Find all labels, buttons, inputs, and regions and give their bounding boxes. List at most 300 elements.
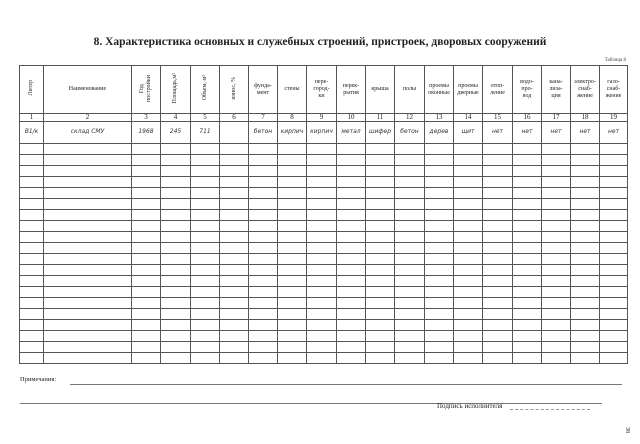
empty-cell (20, 155, 44, 166)
empty-cell (483, 331, 513, 342)
page-number: 38 (624, 427, 630, 433)
empty-cell (220, 254, 249, 265)
empty-cell (454, 232, 483, 243)
empty-cell (454, 144, 483, 155)
empty-cell (483, 210, 513, 221)
empty-cell (600, 298, 628, 309)
column-number: 3 (132, 114, 161, 122)
empty-cell (425, 155, 454, 166)
empty-cell (425, 276, 454, 287)
empty-cell (249, 353, 278, 364)
empty-cell (307, 210, 337, 221)
empty-cell (513, 331, 542, 342)
empty-cell (483, 320, 513, 331)
empty-cell (278, 298, 307, 309)
empty-cell (249, 287, 278, 298)
empty-cell (337, 232, 366, 243)
empty-cell (278, 243, 307, 254)
empty-cell (337, 298, 366, 309)
empty-row (20, 254, 628, 265)
empty-cell (454, 265, 483, 276)
empty-cell (425, 144, 454, 155)
column-header-label: водо- про- вод (520, 79, 534, 99)
empty-cell (249, 166, 278, 177)
empty-cell (132, 199, 161, 210)
empty-cell (161, 221, 191, 232)
empty-cell (161, 309, 191, 320)
empty-cell (542, 221, 571, 232)
empty-cell (600, 155, 628, 166)
empty-cell (366, 232, 395, 243)
empty-cell (337, 342, 366, 353)
empty-cell (249, 199, 278, 210)
empty-cell (337, 287, 366, 298)
empty-cell (366, 353, 395, 364)
column-number: 16 (513, 114, 542, 122)
empty-cell (220, 243, 249, 254)
empty-cell (20, 221, 44, 232)
empty-cell (542, 243, 571, 254)
empty-cell (571, 287, 600, 298)
empty-cell (249, 232, 278, 243)
empty-cell (249, 320, 278, 331)
empty-cell (542, 210, 571, 221)
empty-cell (395, 232, 425, 243)
empty-cell (483, 353, 513, 364)
empty-cell (132, 243, 161, 254)
column-header (395, 66, 425, 114)
empty-cell (483, 342, 513, 353)
empty-cell (542, 287, 571, 298)
empty-cell (20, 353, 44, 364)
empty-cell (191, 221, 220, 232)
empty-cell (307, 155, 337, 166)
empty-cell (571, 199, 600, 210)
column-header (425, 66, 454, 114)
empty-cell (571, 298, 600, 309)
empty-cell (366, 243, 395, 254)
page-title: 8. Характеристика основных и служебных строений, пристроек, дворовых сооружений (93, 36, 547, 48)
empty-cell (44, 221, 132, 232)
empty-cell (161, 177, 191, 188)
empty-cell (44, 331, 132, 342)
empty-cell (395, 320, 425, 331)
empty-cell (249, 177, 278, 188)
column-header-label: стены (284, 86, 300, 93)
empty-cell (132, 331, 161, 342)
empty-cell (161, 254, 191, 265)
empty-cell (542, 199, 571, 210)
column-number: 10 (337, 114, 366, 122)
column-header-label: проемы дверные (457, 82, 479, 96)
empty-cell (542, 265, 571, 276)
empty-cell (220, 221, 249, 232)
table-cell: нет (600, 122, 628, 144)
empty-cell (366, 298, 395, 309)
empty-cell (600, 188, 628, 199)
empty-cell (220, 232, 249, 243)
column-header-label: проемы оконные (428, 82, 450, 96)
empty-cell (600, 276, 628, 287)
empty-cell (425, 210, 454, 221)
column-header-label: Наименование (68, 86, 107, 93)
column-header (542, 66, 571, 114)
column-header (454, 66, 483, 114)
empty-cell (44, 177, 132, 188)
empty-cell (220, 298, 249, 309)
empty-cell (132, 188, 161, 199)
empty-cell (191, 144, 220, 155)
empty-cell (132, 210, 161, 221)
empty-cell (132, 320, 161, 331)
empty-cell (132, 287, 161, 298)
empty-cell (366, 177, 395, 188)
empty-cell (454, 287, 483, 298)
empty-cell (161, 265, 191, 276)
empty-cell (191, 276, 220, 287)
empty-cell (307, 309, 337, 320)
empty-cell (337, 320, 366, 331)
empty-cell (337, 309, 366, 320)
empty-cell (307, 221, 337, 232)
empty-cell (366, 342, 395, 353)
empty-cell (483, 298, 513, 309)
table-cell: 1968 (132, 122, 161, 144)
empty-cell (454, 353, 483, 364)
empty-cell (307, 298, 337, 309)
column-number: 17 (542, 114, 571, 122)
empty-cell (571, 166, 600, 177)
empty-cell (366, 265, 395, 276)
empty-cell (425, 254, 454, 265)
table-cell: 245 (161, 122, 191, 144)
empty-cell (220, 331, 249, 342)
column-header (220, 66, 249, 114)
empty-cell (307, 254, 337, 265)
empty-cell (249, 210, 278, 221)
column-header (161, 66, 191, 114)
column-header-label: износ, % (230, 76, 237, 100)
table-cell: бетон (249, 122, 278, 144)
empty-cell (44, 243, 132, 254)
empty-cell (542, 309, 571, 320)
empty-cell (307, 232, 337, 243)
empty-cell (220, 320, 249, 331)
empty-cell (395, 199, 425, 210)
empty-cell (366, 199, 395, 210)
empty-cell (191, 342, 220, 353)
column-header (571, 66, 600, 114)
empty-cell (571, 254, 600, 265)
empty-cell (513, 177, 542, 188)
table-cell: нет (513, 122, 542, 144)
column-header-label: крыша (371, 86, 389, 93)
empty-cell (483, 188, 513, 199)
empty-cell (542, 320, 571, 331)
empty-cell (44, 353, 132, 364)
empty-cell (132, 254, 161, 265)
empty-cell (20, 199, 44, 210)
empty-cell (44, 188, 132, 199)
empty-row (20, 276, 628, 287)
empty-cell (483, 155, 513, 166)
empty-cell (161, 199, 191, 210)
empty-row (20, 331, 628, 342)
empty-cell (161, 144, 191, 155)
empty-cell (483, 144, 513, 155)
empty-cell (366, 254, 395, 265)
empty-cell (249, 265, 278, 276)
empty-cell (249, 221, 278, 232)
empty-cell (366, 320, 395, 331)
empty-cell (278, 166, 307, 177)
empty-cell (600, 287, 628, 298)
empty-cell (278, 210, 307, 221)
empty-cell (307, 331, 337, 342)
empty-cell (337, 276, 366, 287)
column-number: 9 (307, 114, 337, 122)
empty-cell (542, 232, 571, 243)
empty-cell (191, 177, 220, 188)
column-header (483, 66, 513, 114)
empty-cell (220, 166, 249, 177)
empty-cell (600, 243, 628, 254)
empty-cell (337, 353, 366, 364)
empty-cell (278, 320, 307, 331)
empty-cell (307, 353, 337, 364)
empty-cell (278, 342, 307, 353)
empty-row (20, 342, 628, 353)
empty-cell (600, 210, 628, 221)
empty-cell (191, 287, 220, 298)
empty-cell (542, 353, 571, 364)
column-number-row (20, 114, 628, 122)
empty-cell (44, 210, 132, 221)
column-number: 18 (571, 114, 600, 122)
empty-cell (395, 254, 425, 265)
empty-cell (542, 155, 571, 166)
empty-cell (513, 166, 542, 177)
column-header (307, 66, 337, 114)
empty-cell (571, 309, 600, 320)
empty-cell (542, 254, 571, 265)
empty-row (20, 177, 628, 188)
empty-cell (454, 243, 483, 254)
empty-cell (337, 199, 366, 210)
empty-cell (513, 188, 542, 199)
empty-cell (425, 331, 454, 342)
empty-cell (425, 309, 454, 320)
column-number: 11 (366, 114, 395, 122)
empty-cell (600, 144, 628, 155)
empty-cell (337, 155, 366, 166)
empty-cell (20, 232, 44, 243)
empty-cell (571, 276, 600, 287)
empty-cell (425, 298, 454, 309)
empty-cell (307, 320, 337, 331)
empty-cell (542, 342, 571, 353)
empty-cell (483, 254, 513, 265)
empty-cell (600, 265, 628, 276)
empty-cell (395, 221, 425, 232)
empty-cell (395, 298, 425, 309)
empty-cell (278, 188, 307, 199)
empty-cell (454, 331, 483, 342)
empty-cell (425, 353, 454, 364)
empty-cell (132, 309, 161, 320)
empty-cell (307, 243, 337, 254)
empty-cell (220, 353, 249, 364)
empty-cell (20, 188, 44, 199)
empty-cell (220, 342, 249, 353)
empty-cell (366, 331, 395, 342)
table-cell: 711 (191, 122, 220, 144)
empty-cell (278, 331, 307, 342)
empty-cell (571, 243, 600, 254)
notes-line (70, 384, 622, 385)
empty-cell (191, 199, 220, 210)
table-cell: метал (337, 122, 366, 144)
empty-cell (20, 177, 44, 188)
empty-cell (220, 276, 249, 287)
empty-cell (161, 353, 191, 364)
empty-row (20, 166, 628, 177)
empty-cell (132, 276, 161, 287)
column-number: 12 (395, 114, 425, 122)
empty-cell (249, 342, 278, 353)
column-header (366, 66, 395, 114)
empty-cell (191, 210, 220, 221)
empty-cell (454, 309, 483, 320)
empty-cell (513, 265, 542, 276)
column-header (191, 66, 220, 114)
empty-cell (161, 276, 191, 287)
table-cell: нет (571, 122, 600, 144)
empty-row (20, 243, 628, 254)
empty-cell (161, 232, 191, 243)
empty-cell (571, 210, 600, 221)
empty-cell (366, 276, 395, 287)
empty-cell (220, 199, 249, 210)
notes-line-2 (20, 403, 602, 404)
empty-cell (454, 320, 483, 331)
empty-row (20, 188, 628, 199)
empty-cell (483, 243, 513, 254)
empty-row (20, 287, 628, 298)
table-cell: щит (454, 122, 483, 144)
empty-cell (454, 221, 483, 232)
empty-cell (161, 287, 191, 298)
column-header (600, 66, 628, 114)
empty-cell (513, 276, 542, 287)
column-number: 7 (249, 114, 278, 122)
empty-cell (600, 331, 628, 342)
empty-cell (600, 320, 628, 331)
empty-cell (513, 287, 542, 298)
empty-cell (278, 177, 307, 188)
empty-cell (191, 265, 220, 276)
empty-cell (132, 265, 161, 276)
empty-cell (278, 155, 307, 166)
empty-cell (571, 265, 600, 276)
empty-cell (513, 155, 542, 166)
empty-cell (161, 243, 191, 254)
empty-cell (395, 210, 425, 221)
characteristics-table (19, 65, 628, 364)
empty-cell (571, 144, 600, 155)
empty-cell (483, 199, 513, 210)
empty-cell (220, 287, 249, 298)
empty-cell (600, 232, 628, 243)
table-cell: склад СМУ (44, 122, 132, 144)
empty-cell (483, 265, 513, 276)
empty-cell (337, 331, 366, 342)
empty-cell (571, 155, 600, 166)
column-header (337, 66, 366, 114)
empty-cell (307, 166, 337, 177)
empty-cell (278, 144, 307, 155)
empty-cell (220, 210, 249, 221)
empty-cell (366, 144, 395, 155)
empty-cell (44, 199, 132, 210)
empty-cell (513, 309, 542, 320)
empty-cell (513, 254, 542, 265)
empty-cell (220, 144, 249, 155)
column-number: 5 (191, 114, 220, 122)
empty-cell (395, 243, 425, 254)
empty-cell (278, 221, 307, 232)
empty-cell (307, 265, 337, 276)
empty-cell (425, 342, 454, 353)
empty-cell (44, 320, 132, 331)
empty-cell (249, 309, 278, 320)
empty-cell (425, 265, 454, 276)
empty-cell (425, 188, 454, 199)
column-header-label: газо- снаб- жение (605, 79, 622, 99)
empty-cell (191, 166, 220, 177)
empty-cell (191, 232, 220, 243)
empty-cell (395, 144, 425, 155)
empty-cell (337, 144, 366, 155)
empty-cell (542, 331, 571, 342)
empty-cell (278, 199, 307, 210)
empty-cell (483, 287, 513, 298)
column-header (44, 66, 132, 114)
empty-cell (249, 254, 278, 265)
empty-cell (483, 177, 513, 188)
empty-row (20, 309, 628, 320)
empty-cell (337, 188, 366, 199)
empty-cell (161, 210, 191, 221)
column-number: 1 (20, 114, 44, 122)
empty-cell (307, 287, 337, 298)
empty-cell (278, 309, 307, 320)
empty-cell (20, 276, 44, 287)
empty-cell (307, 276, 337, 287)
empty-cell (425, 232, 454, 243)
empty-cell (191, 188, 220, 199)
empty-cell (395, 155, 425, 166)
empty-row (20, 210, 628, 221)
empty-cell (542, 298, 571, 309)
empty-cell (395, 265, 425, 276)
empty-cell (395, 177, 425, 188)
empty-cell (249, 144, 278, 155)
empty-cell (132, 232, 161, 243)
empty-cell (513, 243, 542, 254)
table-cell: бетон (395, 122, 425, 144)
empty-cell (132, 353, 161, 364)
